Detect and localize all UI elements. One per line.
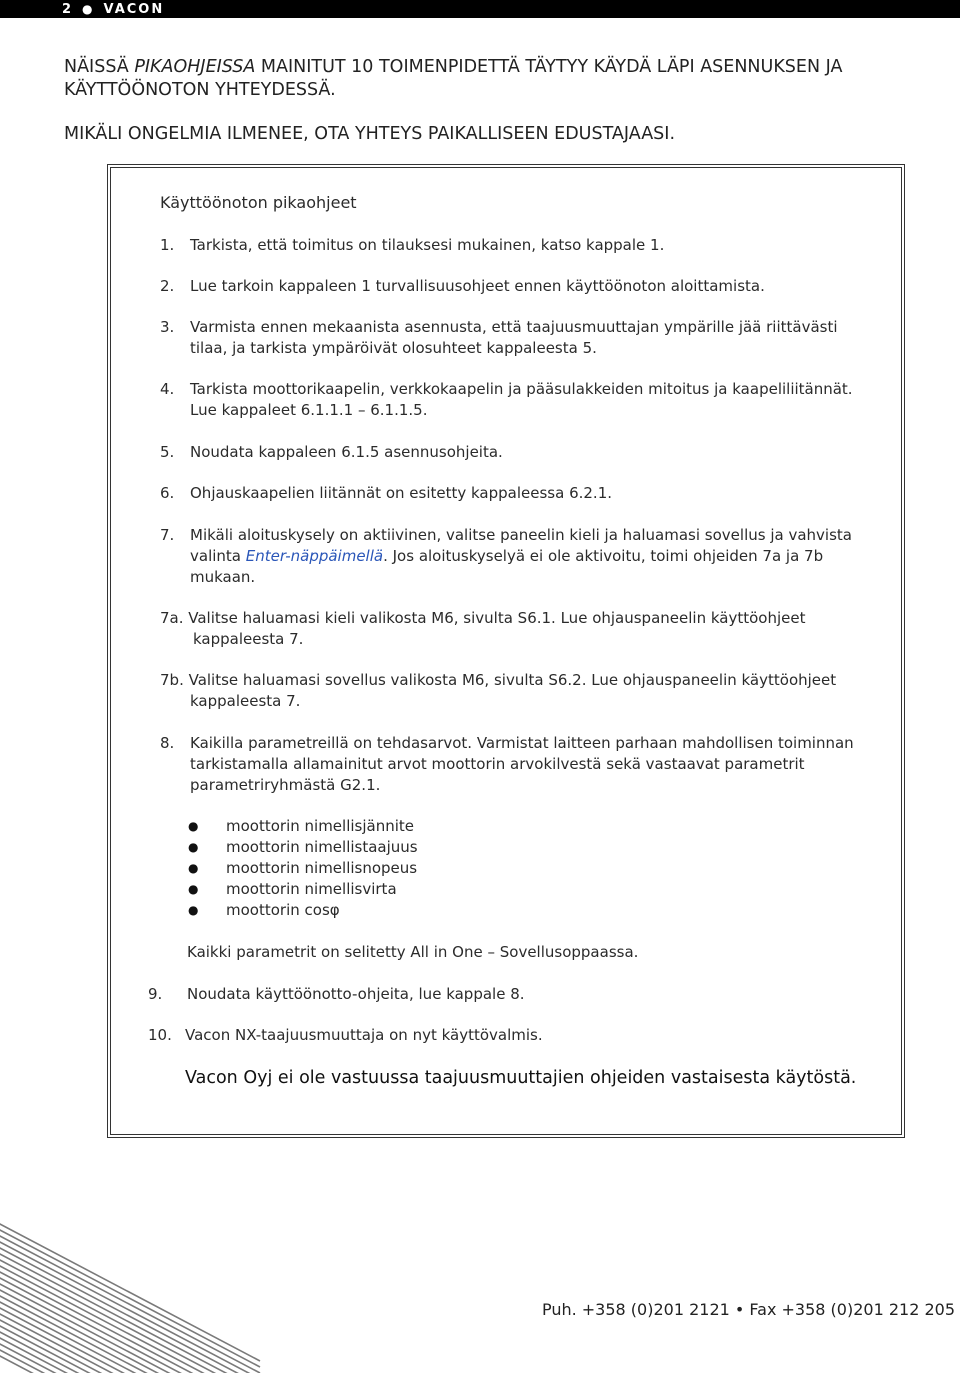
- page-number: 2: [62, 1, 74, 17]
- decorative-stripes: [0, 1215, 300, 1373]
- step-4-number: 4.: [160, 380, 175, 398]
- guide-title: Käyttöönoton pikaohjeet: [160, 193, 357, 212]
- step-1-text: Tarkista, että toimitus on tilauksesi mukainen, katso kappale 1.: [190, 236, 665, 254]
- notice-line-1: [64, 55, 924, 79]
- enter-key-reference: Enter-näppäimellä: [245, 547, 384, 565]
- step-9-text: Noudata käyttöönotto-ohjeita, lue kappale 8.: [187, 985, 525, 1003]
- list-item: moottorin nimellistaajuus: [226, 838, 418, 856]
- step-10-number: 10.: [148, 1026, 172, 1044]
- bullet-icon: ●: [188, 903, 199, 917]
- liability-disclaimer: Vacon Oyj ei ole vastuussa taajuusmuuttajien ohjeiden vastaisesta käytöstä.: [185, 1068, 857, 1088]
- list-item: moottorin cosφ: [226, 901, 340, 919]
- step-8-number: 8.: [160, 734, 175, 752]
- contact-footer: Puh. +358 (0)201 2121 • Fax +358 (0)201 212 205: [541, 1300, 955, 1319]
- step-3-text: tilaa, ja tarkista ympäröivät olosuhteet kappaleesta 5.: [190, 339, 597, 357]
- step-8-text: tarkistamalla allamainitut arvot moottorin arvokilvestä sekä vastaavat parametrit: [190, 755, 805, 773]
- step-7-text: Mikäli aloituskysely on aktiivinen, valitse paneelin kieli ja haluamasi sovellus ja vahvista: [190, 526, 852, 544]
- step-7a-text: 7a. Valitse haluamasi kieli valikosta M6, sivulta S6.1. Lue ohjauspaneelin käyttöohjeet: [160, 609, 806, 627]
- notice-contact-line: MIKÄLI ONGELMIA ILMENEE, OTA YHTEYS PAIKALLISEEN EDUSTAJAASI.: [64, 124, 676, 144]
- step-7-text: mukaan.: [190, 568, 256, 586]
- step-5-number: 5.: [160, 443, 175, 461]
- step-8-text: parametriryhmästä G2.1.: [190, 776, 381, 794]
- step-2-number: 2.: [160, 277, 175, 295]
- bullet-icon: ●: [188, 819, 199, 833]
- notice-emphasis: PIKAOHJEISSA: [134, 57, 256, 77]
- bullet-icon: ●: [188, 840, 199, 854]
- step-2-text: Lue tarkoin kappaleen 1 turvallisuusohjeet ennen käyttöönoton aloittamista.: [190, 277, 765, 295]
- step-10-text: Vacon NX-taajuusmuuttaja on nyt käyttövalmis.: [185, 1026, 543, 1044]
- step-7b-text: kappaleesta 7.: [190, 692, 301, 710]
- step-3-number: 3.: [160, 318, 175, 336]
- step-4-text: Tarkista moottorikaapelin, verkkokaapelin ja pääsulakkeiden mitoitus ja kaapeliliitännät.: [190, 380, 853, 398]
- bullet-icon: ●: [188, 882, 199, 896]
- bullet-icon: ●: [188, 861, 199, 875]
- step-3-text: Varmista ennen mekaanista asennusta, että taajuusmuuttajan ympärille jää riittävästi: [190, 318, 838, 336]
- list-item: moottorin nimellisvirta: [226, 880, 397, 898]
- step-7-number: 7.: [160, 526, 175, 544]
- header-separator: ●: [82, 2, 95, 16]
- step-4-text: Lue kappaleet 6.1.1.1 – 6.1.1.5.: [190, 401, 428, 419]
- list-item: moottorin nimellisnopeus: [226, 859, 418, 877]
- notice-line-2: KÄYTTÖÖNOTON YHTEYDESSÄ.: [64, 80, 336, 100]
- step-7-text-part: valinta: [190, 547, 246, 565]
- step-6-number: 6.: [160, 484, 175, 502]
- notice-text: NÄISSÄ: [64, 57, 135, 77]
- step-5-text: Noudata kappaleen 6.1.5 asennusohjeita.: [190, 443, 503, 461]
- step-1-number: 1.: [160, 236, 175, 254]
- step-7a-text: kappaleesta 7.: [193, 630, 304, 648]
- step-7-text: [190, 547, 823, 565]
- brand-name: VACON: [103, 1, 165, 17]
- all-parameters-note: Kaikki parametrit on selitetty All in One – Sovellusoppaassa.: [187, 943, 639, 961]
- page-header: [0, 0, 960, 18]
- step-6-text: Ohjauskaapelien liitännät on esitetty kappaleessa 6.2.1.: [190, 484, 612, 502]
- step-7b-text: 7b. Valitse haluamasi sovellus valikosta M6, sivulta S6.2. Lue ohjauspaneelin käyttöohjeet: [160, 671, 837, 689]
- step-8-text: Kaikilla parametreillä on tehdasarvot. Varmistat laitteen parhaan mahdollisen toiminnan: [190, 734, 854, 752]
- step-7-text-part: . Jos aloituskyselyä ei ole aktivoitu, toimi ohjeiden 7a ja 7b: [383, 547, 824, 565]
- list-item: moottorin nimellisjännite: [226, 817, 414, 835]
- notice-text: MAINITUT 10 TOIMENPIDETTÄ TÄYTYY KÄYDÄ LÄPI ASENNUKSEN JA: [255, 57, 843, 77]
- step-9-number: 9.: [148, 985, 163, 1003]
